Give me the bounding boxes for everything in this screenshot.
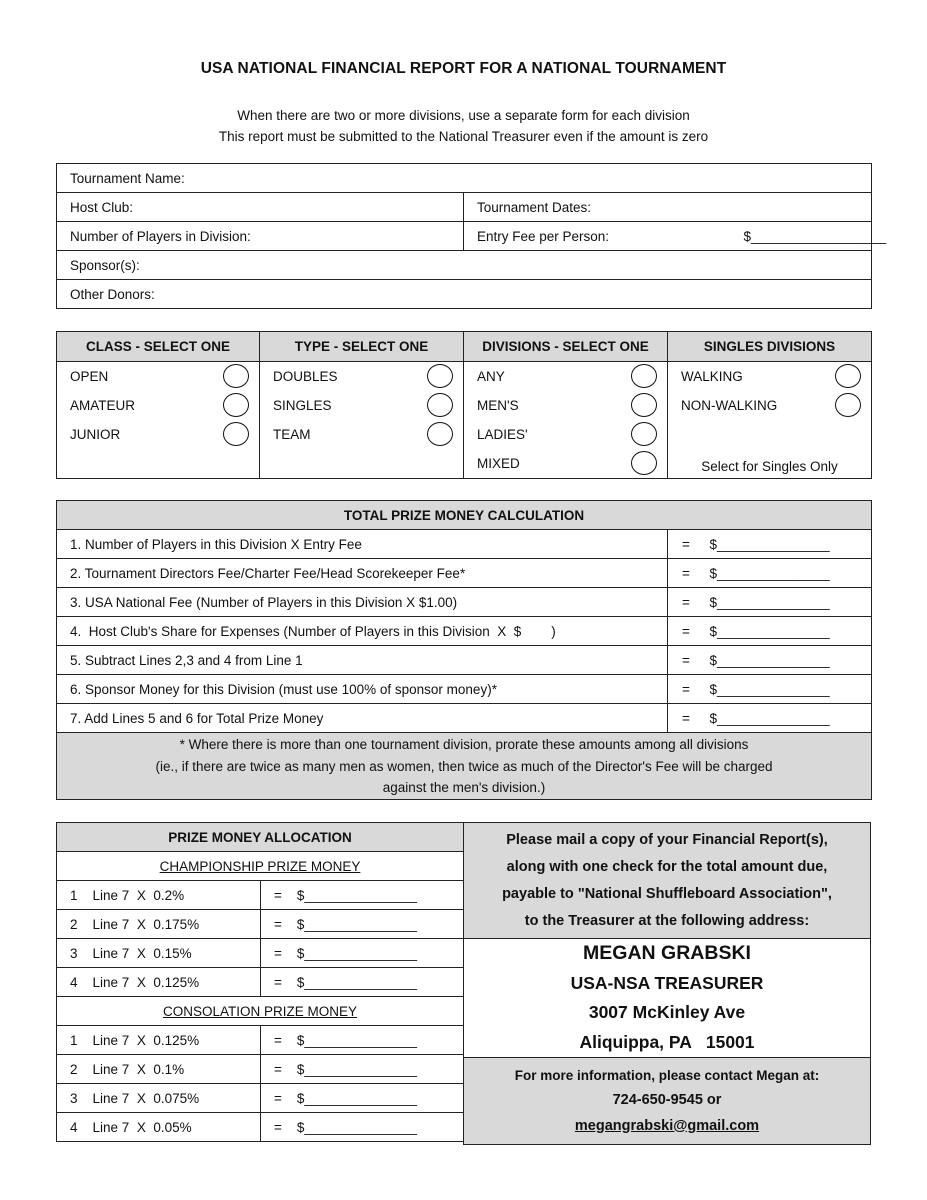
- calc-line-6: 6. Sponsor Money for this Division (must use 100% of sponsor money)*: [57, 675, 668, 704]
- calc-line-1: 1. Number of Players in this Division X Entry Fee: [57, 530, 668, 559]
- treasurer-city: Aliquippa, PA 15001: [579, 1031, 755, 1052]
- option-singles[interactable]: [260, 391, 463, 420]
- mail-instructions-table: [463, 822, 871, 1145]
- option-team[interactable]: [260, 420, 463, 449]
- tournament-dates-field[interactable]: [464, 193, 872, 222]
- option-ladies[interactable]: [464, 420, 667, 449]
- option-label: SINGLES: [273, 398, 332, 413]
- radio-circle-icon[interactable]: [223, 393, 249, 417]
- consolation-row-3: 3 Line 7 X 0.075%: [57, 1084, 261, 1113]
- option-mens[interactable]: [464, 391, 667, 420]
- equals-sign: =: [668, 530, 706, 559]
- consolation-amount-1[interactable]: = $_______________: [261, 1026, 464, 1055]
- championship-amount-1[interactable]: = $_______________: [261, 881, 464, 910]
- radio-circle-icon[interactable]: [835, 364, 861, 388]
- tournament-info-table: [56, 163, 887, 309]
- option-label: OPEN: [70, 369, 109, 384]
- singles-options: [668, 362, 872, 479]
- radio-circle-icon[interactable]: [223, 364, 249, 388]
- contact-line: For more information, please contact Megan at:: [514, 1067, 820, 1083]
- radio-circle-icon[interactable]: [835, 393, 861, 417]
- singles-note: Select for Singles Only: [701, 459, 838, 474]
- option-open[interactable]: [57, 362, 259, 391]
- option-doubles[interactable]: [260, 362, 463, 391]
- calc-amount-3[interactable]: $_______________: [706, 588, 872, 617]
- treasurer-name: MEGAN GRABSKI: [583, 942, 751, 964]
- option-label: DOUBLES: [273, 369, 338, 384]
- consolation-row-1: 1 Line 7 X 0.125%: [57, 1026, 261, 1055]
- radio-circle-icon[interactable]: [631, 422, 657, 446]
- radio-circle-icon[interactable]: [631, 364, 657, 388]
- calc-line-5: 5. Subtract Lines 2,3 and 4 from Line 1: [57, 646, 668, 675]
- contact-info: [464, 1058, 871, 1145]
- equals-sign: =: [668, 559, 706, 588]
- prize-allocation-table: [56, 822, 464, 1142]
- contact-email-link[interactable]: megangrabski@gmail.com: [574, 1117, 760, 1134]
- host-club-field[interactable]: [57, 193, 464, 222]
- championship-amount-2[interactable]: = $_______________: [261, 910, 464, 939]
- singles-header: SINGLES DIVISIONS: [668, 332, 872, 362]
- consolation-row-4: 4 Line 7 X 0.05%: [57, 1113, 261, 1142]
- type-options: [260, 362, 464, 479]
- divisions-header: DIVISIONS - SELECT ONE: [464, 332, 668, 362]
- calc-amount-2[interactable]: $_______________: [706, 559, 872, 588]
- championship-row-3: 3 Line 7 X 0.15%: [57, 939, 261, 968]
- calc-amount-6[interactable]: $_______________: [706, 675, 872, 704]
- instruction-line-2: This report must be submitted to the National Treasurer even if the amount is zero: [218, 129, 709, 144]
- option-label: LADIES': [477, 427, 528, 442]
- mail-line-3: payable to "National Shuffleboard Association",: [502, 885, 832, 902]
- footnote-line-2: (ie., if there are twice as many men as women, then twice as much of the Director's Fee will be charged: [155, 758, 773, 774]
- prize-calc-header: TOTAL PRIZE MONEY CALCULATION: [57, 501, 872, 530]
- consolation-amount-3[interactable]: = $_______________: [261, 1084, 464, 1113]
- radio-circle-icon[interactable]: [427, 422, 453, 446]
- equals-sign: =: [668, 675, 706, 704]
- prize-calc-footnote: [57, 733, 872, 800]
- class-header: CLASS - SELECT ONE: [57, 332, 260, 362]
- mail-line-1: Please mail a copy of your Financial Report(s),: [506, 831, 828, 848]
- contact-phone: 724-650-9545 or: [612, 1092, 722, 1109]
- option-mixed[interactable]: [464, 449, 667, 478]
- calc-amount-4[interactable]: $_______________: [706, 617, 872, 646]
- calc-line-7: 7. Add Lines 5 and 6 for Total Prize Money: [57, 704, 668, 733]
- calc-line-4: 4. Host Club's Share for Expenses (Number of Players in this Division X $ ): [57, 617, 668, 646]
- consolation-amount-4[interactable]: = $_______________: [261, 1113, 464, 1142]
- players-in-division-field[interactable]: [57, 222, 464, 251]
- players-in-division-label: Number of Players in Division:: [70, 228, 251, 244]
- consolation-amount-2[interactable]: = $_______________: [261, 1055, 464, 1084]
- equals-sign: =: [668, 646, 706, 675]
- option-label: ANY: [477, 369, 505, 384]
- sponsors-field[interactable]: [57, 251, 872, 280]
- mail-line-2: along with one check for the total amount due,: [506, 858, 828, 875]
- treasurer-street: 3007 McKinley Ave: [588, 1002, 746, 1022]
- calc-amount-7[interactable]: $_______________: [706, 704, 872, 733]
- option-label: NON-WALKING: [681, 398, 778, 413]
- radio-circle-icon[interactable]: [631, 451, 657, 475]
- option-label: AMATEUR: [70, 398, 136, 413]
- equals-sign: =: [668, 704, 706, 733]
- championship-amount-4[interactable]: = $_______________: [261, 968, 464, 997]
- consolation-row-2: 2 Line 7 X 0.1%: [57, 1055, 261, 1084]
- divisions-options: [464, 362, 668, 479]
- page-title: USA NATIONAL FINANCIAL REPORT FOR A NATIONAL TOURNAMENT: [200, 60, 727, 77]
- sponsors-label: Sponsor(s):: [70, 257, 140, 273]
- championship-row-4: 4 Line 7 X 0.125%: [57, 968, 261, 997]
- championship-label: CHAMPIONSHIP PRIZE MONEY: [57, 852, 464, 881]
- championship-row-2: 2 Line 7 X 0.175%: [57, 910, 261, 939]
- option-label: MEN'S: [477, 398, 519, 413]
- allocation-header: PRIZE MONEY ALLOCATION: [57, 823, 464, 852]
- tournament-name-label: Tournament Name:: [70, 170, 185, 186]
- calc-amount-5[interactable]: $_______________: [706, 646, 872, 675]
- calc-line-2: 2. Tournament Directors Fee/Charter Fee/Head Scorekeeper Fee*: [57, 559, 668, 588]
- type-header: TYPE - SELECT ONE: [260, 332, 464, 362]
- option-label: MIXED: [477, 456, 520, 471]
- equals-sign: =: [668, 617, 706, 646]
- option-label: JUNIOR: [70, 427, 121, 442]
- option-label: WALKING: [681, 369, 743, 384]
- equals-sign: =: [668, 588, 706, 617]
- other-donors-label: Other Donors:: [70, 286, 155, 302]
- prize-calculation-table: [56, 500, 872, 800]
- radio-circle-icon[interactable]: [631, 393, 657, 417]
- mail-instructions: [464, 823, 871, 939]
- championship-row-1: 1 Line 7 X 0.2%: [57, 881, 261, 910]
- other-donors-field[interactable]: [57, 280, 872, 309]
- consolation-label: CONSOLATION PRIZE MONEY: [57, 997, 464, 1026]
- option-amateur[interactable]: [57, 391, 259, 420]
- option-any[interactable]: [464, 362, 667, 391]
- tournament-name-field[interactable]: [57, 164, 872, 193]
- option-walking[interactable]: [668, 362, 871, 391]
- option-junior[interactable]: [57, 420, 259, 449]
- championship-amount-3[interactable]: = $_______________: [261, 939, 464, 968]
- radio-circle-icon[interactable]: [223, 422, 249, 446]
- radio-circle-icon[interactable]: [427, 364, 453, 388]
- option-non-walking[interactable]: [668, 391, 871, 420]
- class-options: [57, 362, 260, 479]
- tournament-dates-label: Tournament Dates:: [477, 199, 592, 215]
- radio-circle-icon[interactable]: [427, 393, 453, 417]
- entry-fee-field[interactable]: [464, 222, 887, 251]
- footnote-line-3: against the men's division.): [382, 780, 546, 795]
- footnote-line-1: * Where there is more than one tournament division, prorate these amounts among all divisions: [179, 737, 749, 752]
- selection-table: [56, 331, 872, 479]
- host-club-label: Host Club:: [70, 199, 134, 215]
- calc-line-3: 3. USA National Fee (Number of Players in this Division X $1.00): [57, 588, 668, 617]
- treasurer-role: USA-NSA TREASURER: [570, 972, 764, 993]
- calc-amount-1[interactable]: $_______________: [706, 530, 872, 559]
- entry-fee-label: Entry Fee per Person:: [477, 228, 610, 244]
- treasurer-address: [464, 939, 871, 1058]
- option-label: TEAM: [273, 427, 311, 442]
- mail-line-4: to the Treasurer at the following address:: [524, 912, 810, 929]
- entry-fee-blank: $__________________: [743, 228, 887, 244]
- instruction-line-1: When there are two or more divisions, use a separate form for each division: [237, 108, 690, 123]
